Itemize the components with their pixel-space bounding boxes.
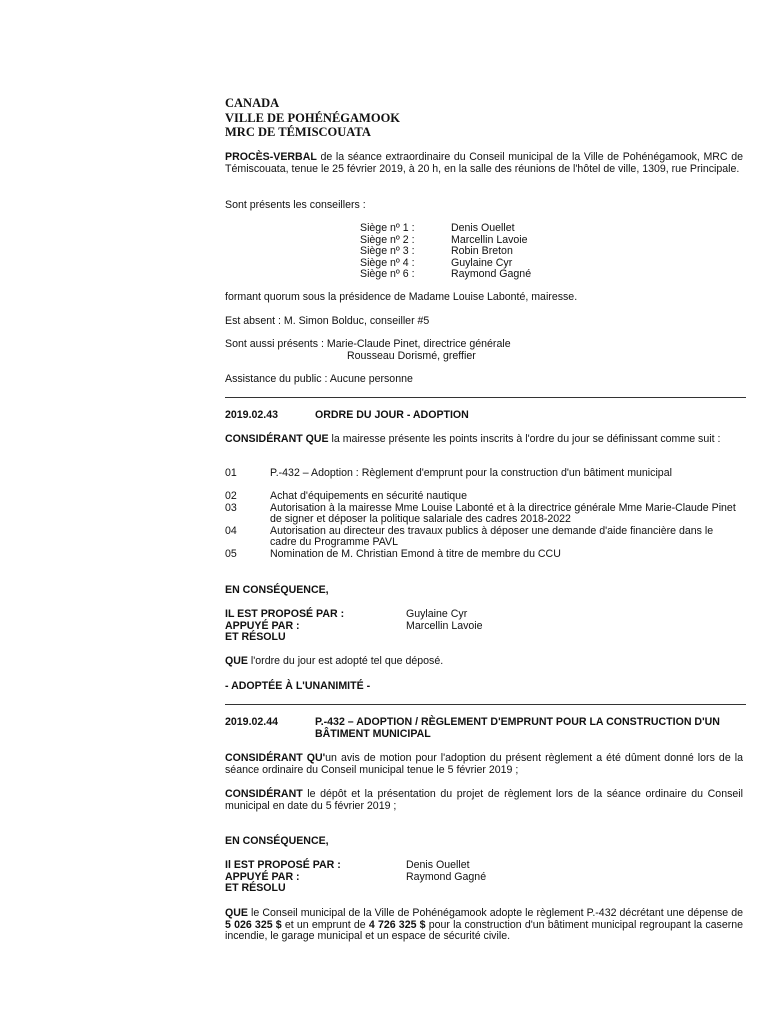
resolution-2-considerant-2 xyxy=(225,789,743,812)
que-lead: QUE xyxy=(225,655,248,667)
agenda-item-text: Autorisation à la mairesse Mme Louise Labonté et à la directrice générale Mme Marie-Claude Pinet de signer et déposer la politique salariale des cadres 2018-2022 xyxy=(270,501,736,526)
agenda-item-number: 04 xyxy=(225,524,237,537)
councillor-name: Raymond Gagné xyxy=(451,268,532,280)
councillors-list xyxy=(360,223,660,283)
header-city: VILLE DE POHÉNÉGAMOOK xyxy=(225,110,401,125)
resolution-1-title: ORDRE DU JOUR - ADOPTION xyxy=(315,409,469,421)
agenda-item-text: Nomination de M. Christian Emond à titre de membre du CCU xyxy=(270,547,561,560)
resolution-1-motion xyxy=(225,609,625,645)
considerant-lead: CONSIDÉRANT xyxy=(225,788,303,800)
agenda-item-text: Autorisation au directeur des travaux publics à déposer une demande d'aide financière dans le cadre du Programme PAVL xyxy=(270,524,714,549)
loan-amount: 4 726 325 $ xyxy=(368,918,426,931)
que-text: le Conseil municipal de la Ville de Pohénégamook adopte le règlement P.-432 décrétant une dépense de xyxy=(247,907,743,919)
resolution-1-adopted: - ADOPTÉE À L'UNANIMITÉ - xyxy=(225,680,371,692)
presents-label: Sont présents les conseillers : xyxy=(225,199,366,211)
also-present-line1: Sont aussi présents : Marie-Claude Pinet, directrice générale xyxy=(225,338,511,350)
councillor-seat: Siège nº 3 : xyxy=(360,245,415,257)
quorum-text: formant quorum sous la présidence de Madame Louise Labonté, mairesse. xyxy=(225,291,578,303)
councillor-seat: Siège nº 2 : xyxy=(360,233,415,246)
councillor-name: Marcellin Lavoie xyxy=(451,233,528,246)
resolution-2-que xyxy=(225,908,743,943)
section-divider xyxy=(225,397,746,398)
proposed-name: Guylaine Cyr xyxy=(406,608,468,620)
councillor-seat: Siège nº 6 : xyxy=(360,268,415,280)
resolution-1-considerant xyxy=(225,434,743,446)
header-country: CANADA xyxy=(225,96,280,110)
seconded-label: APPUYÉ PAR : xyxy=(225,870,300,883)
expense-amount: 5 026 325 $ xyxy=(225,918,282,931)
resolved-label: ET RÉSOLU xyxy=(225,882,286,894)
resolution-1-heading xyxy=(225,410,746,422)
resolution-1-consequence: EN CONSÉQUENCE, xyxy=(225,584,329,596)
agenda-item-number: 02 xyxy=(225,490,237,502)
seconded-name: Raymond Gagné xyxy=(406,870,487,883)
public-text: Assistance du public : Aucune personne xyxy=(225,373,413,385)
header-mrc: MRC DE TÉMISCOUATA xyxy=(225,125,371,139)
absent-text: Est absent : M. Simon Bolduc, conseiller #5 xyxy=(225,315,430,327)
que-text: l'ordre du jour est adopté tel que déposé. xyxy=(247,655,444,667)
resolved-label: ET RÉSOLU xyxy=(225,631,286,643)
agenda-item-number: 03 xyxy=(225,501,237,514)
que-lead: QUE xyxy=(225,907,248,919)
councillor-name: Robin Breton xyxy=(451,245,513,257)
resolution-2-considerant-1 xyxy=(225,753,743,776)
resolution-2-consequence: EN CONSÉQUENCE, xyxy=(225,835,329,847)
document-header xyxy=(225,96,400,140)
seconded-name: Marcellin Lavoie xyxy=(406,619,483,632)
seconded-label: APPUYÉ PAR : xyxy=(225,619,300,632)
resolution-2-title: P.-432 – ADOPTION / RÈGLEMENT D'EMPRUNT POUR LA CONSTRUCTION D'UN BÂTIMENT MUNICIPAL xyxy=(315,716,720,740)
section-divider xyxy=(225,704,746,705)
intro-paragraph xyxy=(225,152,743,175)
agenda-item-text: P.-432 – Adoption : Règlement d'emprunt pour la construction d'un bâtiment municipal xyxy=(270,467,672,479)
councillor-seat: Siège nº 1 : xyxy=(360,222,415,234)
resolution-1-que xyxy=(225,656,743,668)
agenda-item-number: 05 xyxy=(225,547,237,560)
councillor-seat: Siège nº 4 : xyxy=(360,256,415,269)
intro-text: de la séance extraordinaire du Conseil municipal de la Ville de Pohénégamook, MRC de Témiscouata, tenue le 25 février 2019, à 20 h, en la salle des réunions de l'hôtel de ville, 1309, rue Principale. xyxy=(225,151,743,175)
proposed-label: IL EST PROPOSÉ PAR : xyxy=(225,608,345,620)
also-present-line2: Rousseau Dorismé, greffier xyxy=(347,349,476,362)
proposed-name: Denis Ouellet xyxy=(406,859,470,871)
resolution-2-heading xyxy=(225,717,746,741)
intro-lead: PROCÈS-VERBAL xyxy=(225,151,317,163)
considerant-text: un avis de motion pour l'adoption du présent règlement a été dûment donné lors de la séance ordinaire du Conseil municipal tenue le 5 février 2019 ; xyxy=(225,752,743,776)
agenda-list xyxy=(225,468,745,563)
considerant-lead: CONSIDÉRANT QUE xyxy=(225,433,329,445)
resolution-1-number: 2019.02.43 xyxy=(225,409,279,421)
councillor-name: Guylaine Cyr xyxy=(451,256,513,269)
que-text: et un emprunt de xyxy=(281,918,369,931)
resolution-2-number: 2019.02.44 xyxy=(225,716,279,728)
considerant-text: le dépôt et la présentation du projet de règlement lors de la séance ordinaire du Conseil municipal en date du 5 février 2019 ; xyxy=(225,788,743,812)
considerant-lead: CONSIDÉRANT QU' xyxy=(225,752,326,764)
resolution-2-motion xyxy=(225,860,625,896)
que-text: pour la construction d'un bâtiment municipal regroupant la caserne incendie, le garage municipal et un espace de sécurité civile. xyxy=(225,918,744,943)
proposed-label: Il EST PROPOSÉ PAR : xyxy=(225,859,341,871)
considerant-text: la mairesse présente les points inscrits à l'ordre du jour se définissant comme suit : xyxy=(328,433,721,445)
agenda-item-number: 01 xyxy=(225,467,237,479)
councillor-name: Denis Ouellet xyxy=(451,222,515,234)
agenda-item-text: Achat d'équipements en sécurité nautique xyxy=(270,490,467,502)
